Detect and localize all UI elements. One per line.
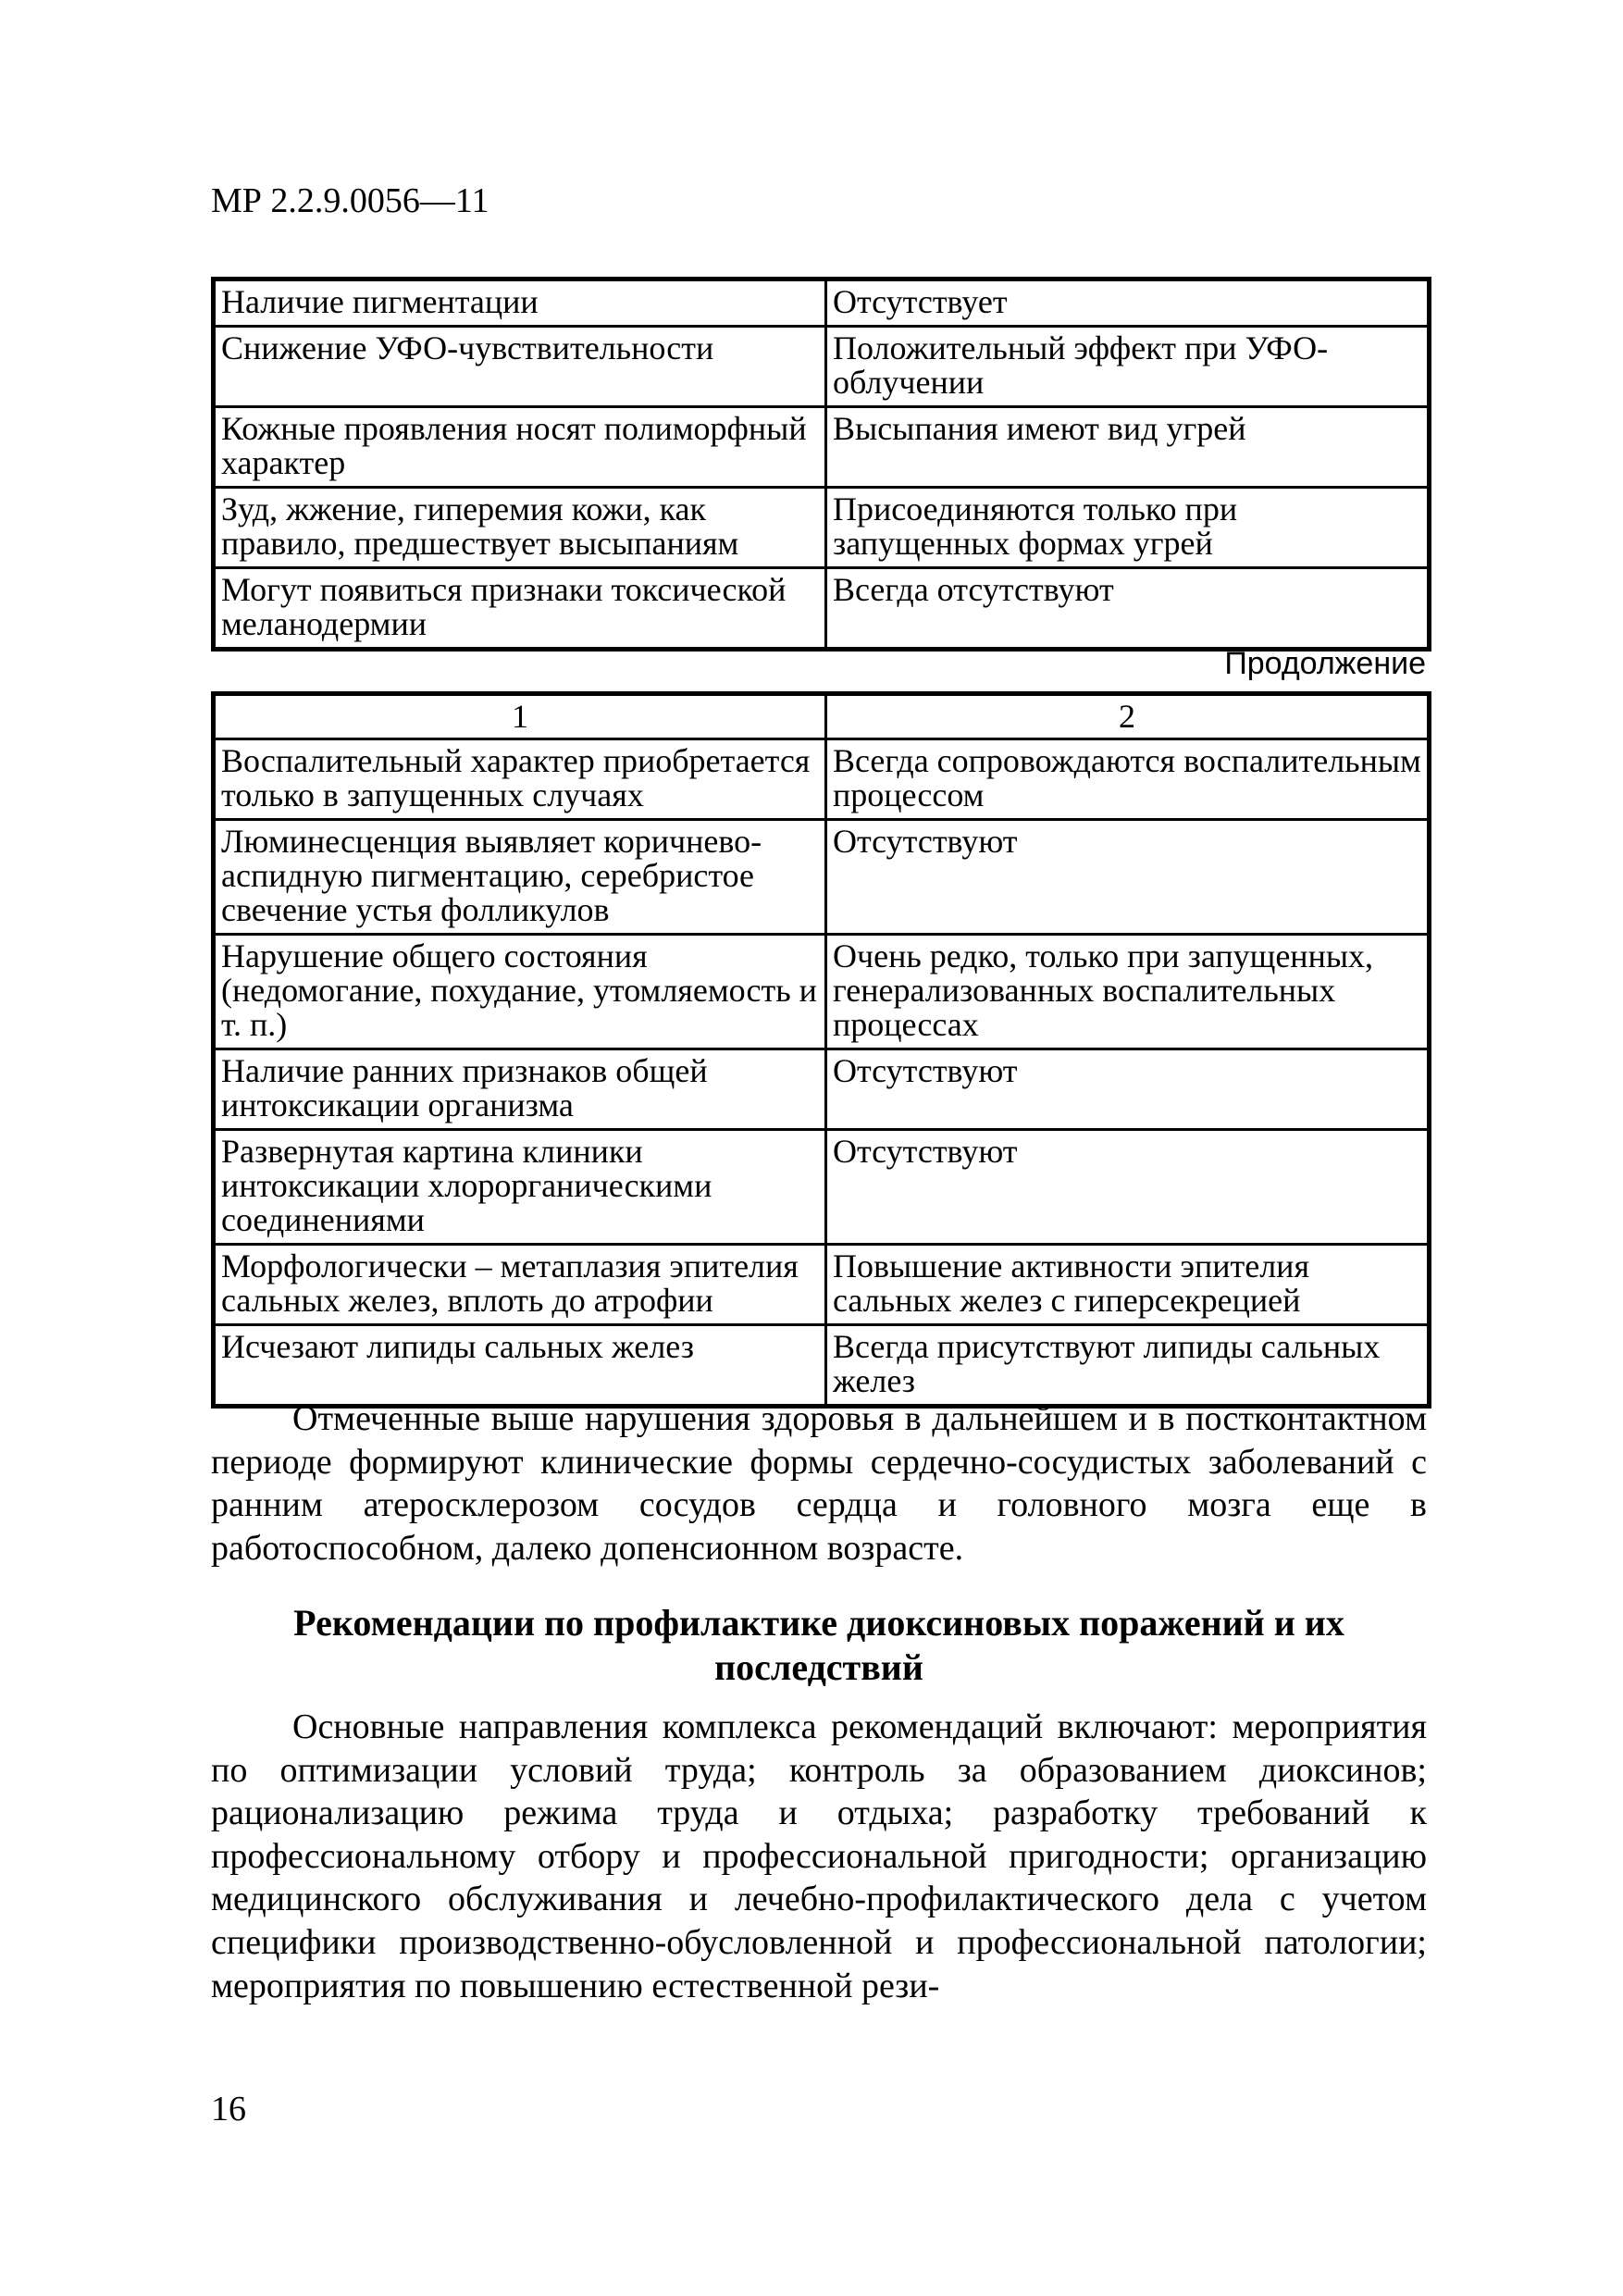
table-cell: Повышение активности эпителия сальных желез с гиперсекрецией (826, 1245, 1430, 1325)
table-row (214, 739, 1430, 820)
comparison-table-part-2 (211, 691, 1431, 1409)
table-row (214, 407, 1430, 488)
comparison-table-part-1 (211, 277, 1431, 652)
table-cell: Зуд, жжение, гиперемия кожи, как правило, предшествует высыпаниям (214, 488, 826, 568)
table-cell: Всегда сопровождаются воспалительным процессом (826, 739, 1430, 820)
table-cell: Кожные проявления носят полиморфный характер (214, 407, 826, 488)
table-cell: Нарушение общего состояния (недомогание, похудание, утомляемость и т. п.) (214, 935, 826, 1049)
table-cell: Воспалительный характер приобретается только в запущенных случаях (214, 739, 826, 820)
table-cell: Снижение УФО-чувствительности (214, 327, 826, 407)
table-cell: Исчезают липиды сальных желез (214, 1325, 826, 1407)
table-cell: Присоединяются только при запущенных формах угрей (826, 488, 1430, 568)
table-cell: Высыпания имеют вид угрей (826, 407, 1430, 488)
table-cell: Отсутствуют (826, 1049, 1430, 1130)
table-cell: Развернутая картина клиники интоксикации хлорорганическими соединениями (214, 1130, 826, 1245)
table-row (214, 327, 1430, 407)
table-row (214, 1245, 1430, 1325)
table-row (214, 1325, 1430, 1407)
table-cell: Положительный эффект при УФО-облучении (826, 327, 1430, 407)
page-number: 16 (211, 2090, 246, 2128)
table-row (214, 488, 1430, 568)
body-paragraph: Отмеченные выше нарушения здоровья в дальнейшем и в постконтактном периоде формируют клинические формы сердечно-сосудистых заболеваний с ранним атеросклерозом сосудов сердца и головного мозга еще в работоспособном, далеко допенсионном возрасте. (211, 1399, 1427, 1568)
table-cell: Очень редко, только при запущенных, генерализованных воспалительных процессах (826, 935, 1430, 1049)
section-heading: Рекомендации по профилактике диоксиновых поражений и их последствий (293, 1602, 1344, 1688)
table-cell: Морфологически – метаплазия эпителия сальных желез, вплоть до атрофии (214, 1245, 826, 1325)
table-row (214, 935, 1430, 1049)
continuation-label: Продолжение (1224, 646, 1426, 681)
table-cell: Всегда присутствуют липиды сальных желез (826, 1325, 1430, 1407)
column-number: 2 (826, 694, 1430, 739)
table-row (214, 1130, 1430, 1245)
column-number: 1 (214, 694, 826, 739)
document-code: МР 2.2.9.0056—11 (211, 181, 489, 220)
body-paragraph: Основные направления комплекса рекомендаций включают: мероприятия по оптимизации условий труда; контроль за образованием диоксинов; рационализацию режима труда и отдыха; разработку требований к профессиональному отбору и профессиональной пригодности; организацию медицинского обслуживания и лечебно-профилактического дела с учетом специфики производственно-обусловленной и профессиональной патологии; мероприятия по повышению естественной рези- (211, 1707, 1427, 2005)
table-row (214, 279, 1430, 327)
table-cell: Отсутствуют (826, 820, 1430, 935)
table-cell: Отсутствует (826, 279, 1430, 327)
table-cell: Могут появиться признаки токсической меланодермии (214, 568, 826, 650)
table-cell: Наличие ранних признаков общей интоксикации организма (214, 1049, 826, 1130)
table-row (214, 568, 1430, 650)
table-row (214, 1049, 1430, 1130)
table-cell: Наличие пигментации (214, 279, 826, 327)
table-cell: Всегда отсутствуют (826, 568, 1430, 650)
table-row (214, 820, 1430, 935)
table-cell: Отсутствуют (826, 1130, 1430, 1245)
table-cell: Люминесценция выявляет коричнево-аспидную пигментацию, серебристое свечение устья фолликулов (214, 820, 826, 935)
table-header-row (214, 694, 1430, 739)
